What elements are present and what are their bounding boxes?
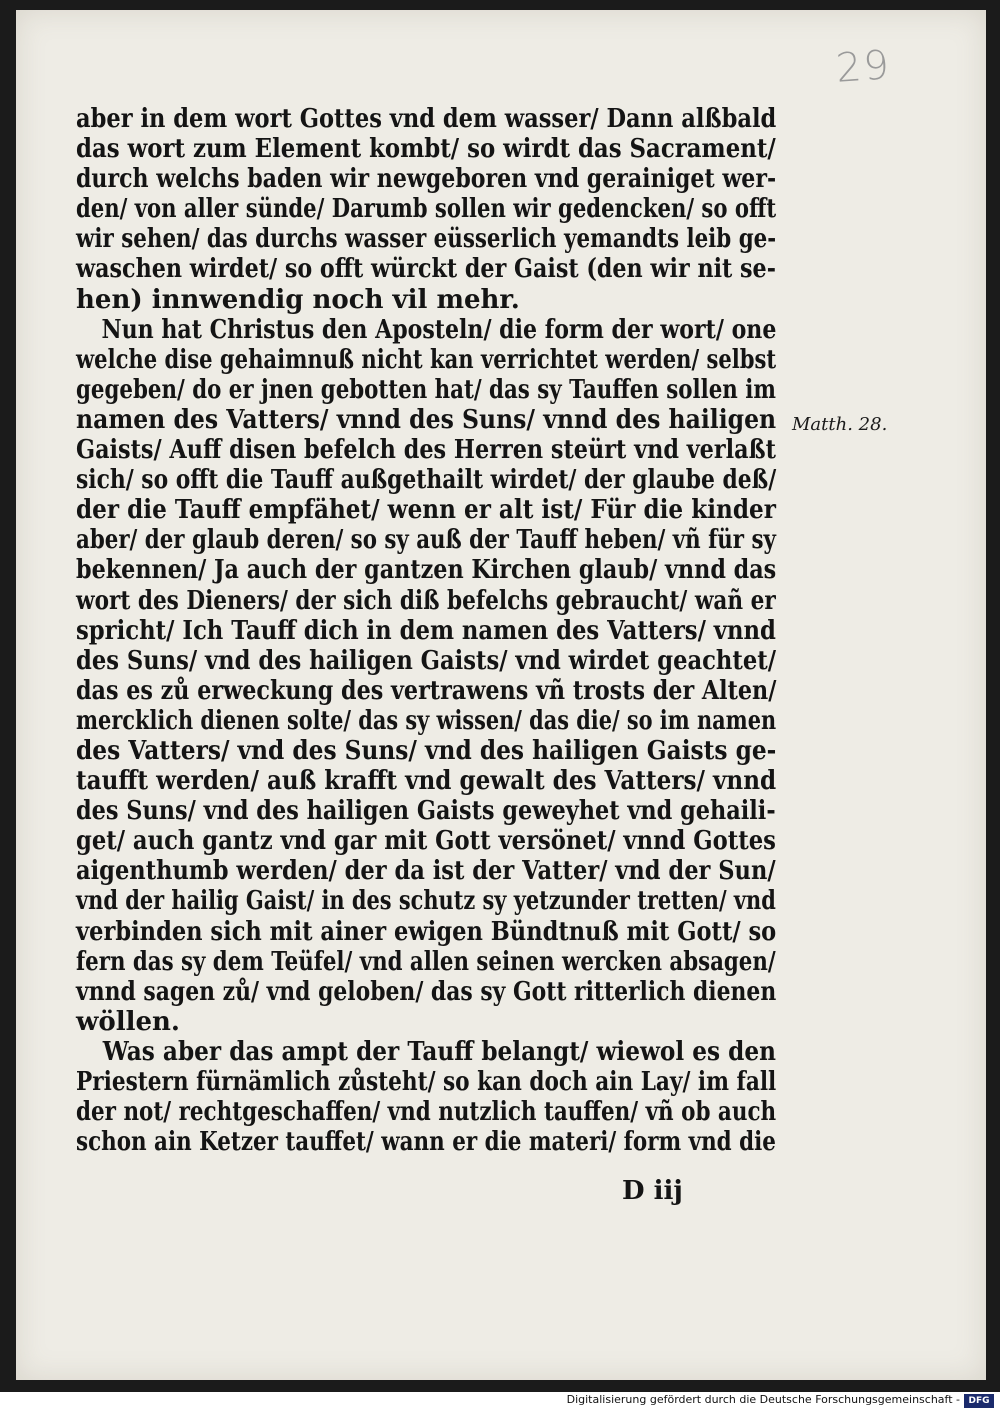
text-line: aber in dem wort Gottes vnd dem wasser/ Dann alßbald xyxy=(76,104,777,134)
text-line: wöllen. xyxy=(76,1006,180,1037)
dfg-logo: DFG xyxy=(964,1394,994,1408)
text-line: das es zů erweckung des vertrawens vñ trosts der Alten/ xyxy=(76,675,777,706)
text-line: vnd der hailig Gaist/ in des schutz sy yetzunder tretten/ vnd xyxy=(76,886,776,917)
text-line: namen des Vatters/ vnnd des Suns/ vnnd des hailigen xyxy=(76,404,777,435)
page-number: 29 xyxy=(834,42,893,92)
text-line: sich/ so offt die Tauff außgethailt wirdet/ der glaube deß/ xyxy=(76,465,777,496)
text-line: aigenthumb werden/ der da ist der Vatter/ vnd der Sun/ xyxy=(76,856,776,887)
footer-bar xyxy=(0,1392,1000,1411)
text-line: waschen wirdet/ so offt würckt der Gaist (den wir nit se- xyxy=(76,254,776,285)
body-text xyxy=(76,104,776,1157)
text-line: wort des Dieners/ der sich diß befelchs gebraucht/ wañ er xyxy=(76,585,776,616)
text-line: verbinden sich mit ainer ewigen Bündtnuß mit Gott/ so xyxy=(76,916,777,947)
text-line: des Suns/ vnd des hailigen Gaists geweyhet vnd gehaili- xyxy=(76,796,776,827)
text-line: vnnd sagen zů/ vnd geloben/ das sy Gott ritterlich dienen xyxy=(76,976,777,1007)
text-line: Gaists/ Auff disen befelch des Herren steürt vnd verlaßt xyxy=(76,435,776,466)
footer-credit: Digitalisierung gefördert durch die Deutsche Forschungsgemeinschaft - xyxy=(566,1393,960,1406)
text-line: wir sehen/ das durchs wasser eüsserlich yemandts leib ge- xyxy=(76,224,777,255)
text-line: des Suns/ vnd des hailigen Gaists/ vnd wirdet geachtet/ xyxy=(76,645,776,676)
text-line: der not/ rechtgeschaffen/ vnd nutzlich tauffen/ vñ ob auch xyxy=(76,1097,777,1128)
text-line: bekennen/ Ja auch der gantzen Kirchen glaub/ vnnd das xyxy=(76,555,777,586)
text-line: gegeben/ do er jnen gebotten hat/ das sy Tauffen sollen im xyxy=(76,374,776,405)
text-line: mercklich dienen solte/ das sy wissen/ das die/ so im namen xyxy=(76,705,777,736)
text-line: das wort zum Element kombt/ so wirdt das Sacrament/ xyxy=(76,134,776,165)
text-line: taufft werden/ auß krafft vnd gewalt des Vatters/ vnnd xyxy=(76,766,777,797)
paragraph-start-line: Nun hat Christus den Aposteln/ die form der wort/ one xyxy=(101,314,777,345)
text-line: der die Tauff empfähet/ wenn er alt ist/ Für die kinder xyxy=(76,495,776,526)
text-line: get/ auch gantz vnd gar mit Gott versönet/ vnnd Gottes xyxy=(76,826,776,857)
text-line: fern das sy dem Teüfel/ vnd allen seinen wercken absagen/ xyxy=(76,946,776,977)
text-line: durch welchs baden wir newgeboren vnd gerainiget wer- xyxy=(76,164,777,195)
signature-mark: D iij xyxy=(622,1176,683,1206)
text-line: welche dise gehaimnuß nicht kan verrichtet werden/ selbst xyxy=(76,344,777,375)
text-line: aber/ der glaub deren/ so sy auß der Tauff heben/ vñ für sy xyxy=(76,525,776,556)
text-line: hen) innwendig noch vil mehr. xyxy=(76,284,520,315)
text-line: schon ain Ketzer tauffet/ wann er die materi/ form vnd die xyxy=(76,1127,776,1158)
paragraph-start-line: Was aber das ampt der Tauff belangt/ wiewol es den xyxy=(102,1036,776,1067)
margin-note: Matth. 28. xyxy=(792,414,888,435)
text-line: spricht/ Ich Tauff dich in dem namen des Vatters/ vnnd xyxy=(76,615,776,646)
text-line: Priestern fürnämlich zůsteht/ so kan doch ain Lay/ im fall xyxy=(76,1067,777,1097)
text-line: den/ von aller sünde/ Darumb sollen wir gedencken/ so offt xyxy=(76,194,777,225)
text-line: des Vatters/ vnd des Suns/ vnd des hailigen Gaists ge- xyxy=(76,735,777,766)
